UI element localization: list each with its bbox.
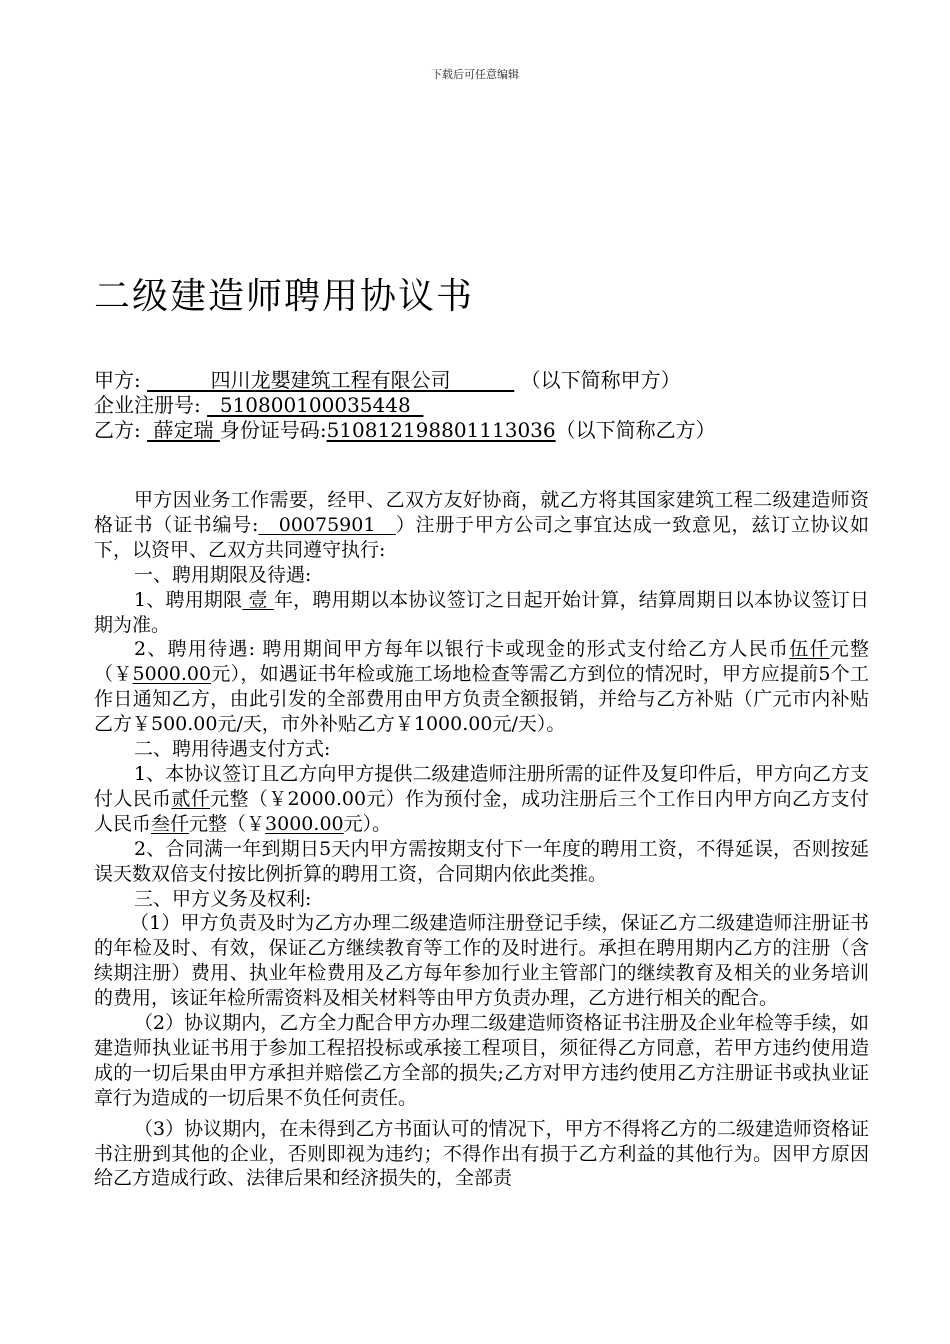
section-3-clause-1: （1）甲方负责及时为乙方办理二级建造师注册登记手续，保证乙方二级建造师注册证书的年检及时、有效，保证乙方继续教育等工作的及时进行。承担在聘用期内乙方的注册（含续期注册）费用、执业年检费用及乙方每年参加行业主管部门的继续教育及相关的业务培训的费用，该证年检所需资料及相关材料等由甲方负责办理，乙方进行相关的配合。 — [94, 912, 869, 1010]
section-3-clause-3: （3）协议期内，在未得到乙方书面认可的情况下，甲方不得将乙方的二级建造师资格证书注册到其他的企业，否则即视为违约；不得作出有损于乙方利益的其他行为。因甲方原因给乙方造成行政、法律后果和经济损失的，全部责 — [94, 1117, 869, 1190]
balance-amount-chinese: 叁仟 — [151, 812, 190, 835]
party-a-label: 甲方: — [94, 368, 141, 392]
section-2-payment-paragraph — [94, 762, 869, 837]
pay-amount-chinese: 伍仟 — [789, 638, 830, 661]
advance-amount-chinese: 贰仟 — [171, 787, 211, 810]
payment-text-end: 元）。 — [343, 812, 392, 835]
party-a-suffix: （以下简称甲方） — [520, 368, 681, 392]
party-a-line — [94, 368, 681, 393]
section-3-heading: 三、甲方义务及权利: — [134, 887, 312, 910]
party-b-name: 薛定瑞 — [147, 418, 220, 442]
registration-line — [94, 393, 423, 418]
intro-text-end: ）注册于甲方公司之事宜达成一致意见，兹订立协议如下，以资甲、乙双方共同遵守执行: — [94, 513, 869, 561]
pay-text-end: 元），如遇证书年检或施工场地检查等需乙方到位的情况时，甲方应提前5个工作日通知乙方，由此引发的全部费用由甲方负责全额报销，并给与乙方补贴（广元市内补贴乙方￥500.00元/天，市外补贴乙方￥1000.00元/天）。 — [94, 663, 869, 736]
term-years: 壹 — [242, 588, 274, 611]
term-text-end: 年，聘用期以本协议签订之日起开始计算，结算周期日以本协议签订日期为准。 — [94, 588, 869, 636]
party-b-suffix: （以下简称乙方） — [555, 418, 716, 442]
section-1-pay-paragraph — [94, 637, 869, 737]
party-b-line — [94, 418, 716, 443]
balance-amount-number: 3000.00 — [265, 812, 344, 835]
payment-text: 1、本协议签订且乙方向甲方提供二级建造师注册所需的证件及复印件后，甲方向乙方支付人民币 — [94, 762, 869, 810]
section-1-term-paragraph — [94, 588, 869, 638]
pay-text: 2、聘用待遇: 聘用期间甲方每年以银行卡或现金的形式支付给乙方人民币 — [134, 638, 790, 661]
registration-label: 企业注册号: — [94, 393, 201, 417]
party-a-name: 四川龙嬰建筑工程有限公司 — [147, 368, 515, 392]
party-b-id-label: 身份证号码: — [219, 418, 327, 442]
party-b-label: 乙方: — [94, 418, 141, 442]
pay-amount-number: 5000.00 — [132, 663, 212, 686]
pay-text-mid: 元整（￥ — [94, 638, 869, 686]
intro-paragraph — [94, 488, 869, 563]
registration-number: 510800100035448 — [207, 393, 424, 417]
agreement-body — [94, 488, 869, 1191]
certificate-number: 00075901 — [258, 513, 396, 536]
section-3-clause-2: （2）协议期内，乙方全力配合甲方办理二级建造师资格证书注册及企业年检等手续，如建造师执业证书用于参加工程招投标或承接工程项目，须征得乙方同意，若甲方违约使用造成的一切后果由甲方承担并赔偿乙方全部的损失;乙方对甲方违约使用乙方注册证书或执业证章行为造成的一切后果不负任何责任。 — [94, 1012, 869, 1109]
section-2-heading: 二、聘用待遇支付方式: — [134, 738, 331, 761]
section-1-heading: 一、聘用期限及待遇: — [134, 563, 312, 586]
term-text: 1、聘用期限 — [134, 588, 243, 611]
document-title: 二级建造师聘用协议书 — [94, 276, 475, 317]
intro-text: 甲方因业务工作需要，经甲、乙双方友好协商，就乙方将其国家建筑工程二级建造师资格证书（证书编号: — [94, 489, 869, 536]
header-note: 下载后可任意编辑 — [431, 68, 519, 81]
party-b-id-number: 510812198801113036 — [326, 418, 556, 442]
payment-text-mid: 元整（￥2000.00元）作为预付金，成功注册后三个工作日内甲方向乙方支付人民币 — [94, 787, 869, 835]
payment-text-mid-2: 元整（￥ — [189, 812, 266, 835]
section-2-renewal-paragraph: 2、合同满一年到期日5天内甲方需按期支付下一年度的聘用工资，不得延误，否则按延误天数双倍支付按比例折算的聘用工资，合同期内依此类推。 — [94, 837, 869, 885]
